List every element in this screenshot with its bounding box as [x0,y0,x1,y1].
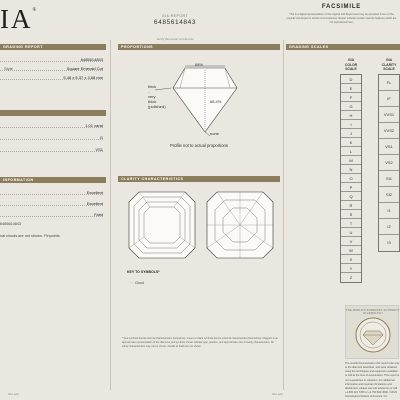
shape-row: Style Square Emerald Cut [0,66,103,71]
report-number-row: 6485614843 [0,57,103,62]
seal-emblem-icon [353,314,393,356]
culet-label: none [210,131,219,136]
clarity-grade-fl: FL [379,75,399,91]
color-row: G [0,135,103,140]
color-grade-v: V [341,237,361,246]
color-grade-s: S [341,210,361,219]
clarity-grade-vvs2: VVS2 [379,123,399,139]
color-grade-j: J [341,129,361,138]
gia-seal [345,305,399,359]
clarity-pavilion-diagram [205,190,275,260]
color-grade-t: T [341,219,361,228]
proportions-bar: PROPORTIONS [118,44,280,50]
facsimile-block [285,4,398,25]
footer-left: GIA.edu [8,392,20,396]
clarity-grade-i2: I2 [379,219,399,235]
color-grade-z: Z [349,274,353,280]
clarity-grade-i3: I3 [387,239,391,245]
color-grade-r: R [341,201,361,210]
inscription-text: 6485614843 [0,222,22,226]
fluorescence-row: Faint [0,212,103,217]
color-grade-h: H [341,111,361,120]
clarity-grade-vs2: VS2 [379,155,399,171]
color-grade-x: X [341,255,361,264]
report-label: GIA REPORT [161,14,189,18]
clarity-grade-i1: I1 [379,203,399,219]
color-grade-e: E [341,84,361,93]
facsimile-title: FACSIMILE [321,4,362,10]
carat-row: 1.01 carat [0,123,103,128]
column-divider-right [283,40,284,390]
proportions-caption: Profile not to actual proportions [170,143,228,148]
seal-text: THE WORLD'S FOREMOST AUTHORITY IN GEMOLOGY [346,309,400,315]
color-grade-i: I [341,120,361,129]
legal-text: The results documented in this report refer only to the diamond described, and were obtained using the techniques and equipment available to GIA at the time of examination. This report is not a guarantee or valuation. For additional information and important limitations and disclaimers, please see GIA.edu/terms or call +1 800 421 7250 or +1 760 603 4500. ©2023 Gemological Institute of America, Inc. [345,362,400,399]
color-scale: GIA COLOR SCALE D E F G H I J K L M N O P Q R S T U V W X Y Z [340,58,362,283]
polish-row: Excellent [0,190,103,195]
footer-center: GIA.edu [272,392,284,396]
depth-percent: 68.4% [210,99,222,104]
symmetry-row: Excellent [0,201,103,206]
color-grade-g: G [341,102,361,111]
color-grade-p: P [341,183,361,192]
clarity-row: VS1 [0,147,103,152]
measurements-row: 5.48 x 5.37 x 3.68 mm [0,75,103,80]
grading-results-bar [0,110,106,116]
color-grade-f: F [341,93,361,102]
color-grade-q: Q [341,192,361,201]
clarity-footnote: * Red symbols denote internal characteristics (inclusions). Green or black symbols denote external characteristics (blemishes). Diagram is an approximate representation of the diamond, and symbols shown indicate type, position, and approximate size of clarity characteristics. All clarity characteristics may not be shown. Details of finish are not shown. [122,337,279,348]
color-grade-y: Y [341,264,361,273]
clarity-grade-vs1: VS1 [379,139,399,155]
girdle-label: thick - very thick (polished) [148,84,166,109]
color-grade-l: L [341,147,361,156]
clarity-crown-diagram [127,190,197,260]
clarity-grade-si2: SI2 [379,187,399,203]
clarity-grade-vvs1: VVS1 [379,107,399,123]
grading-report-bar: GRADING REPORT [0,44,106,50]
column-divider [110,40,111,390]
color-grade-u: U [341,228,361,237]
color-grade-k: K [341,138,361,147]
gia-logo: IA® [0,4,39,34]
clarity-grade-si1: SI1 [379,171,399,187]
clarity-grade-if: IF [379,91,399,107]
clarity-bar: CLARITY CHARACTERISTICS [118,176,280,182]
color-grade-m: M [341,156,361,165]
table-percent: 68% [195,62,204,67]
color-scale-cells [340,74,362,283]
verify-text: Verify this report at GIA.edu [156,37,194,41]
key-to-symbols-title: KEY TO SYMBOLS* [127,270,160,274]
clarity-scale: GIA CLARITY SCALE FL IF VVS1 VVS2 VS1 VS2 SI1 SI2 I1 I2 I3 [378,58,400,252]
clarity-scale-cells [378,74,400,252]
color-grade-n: N [341,165,361,174]
color-grade-d: D [341,75,361,84]
color-grade-o: O [341,174,361,183]
color-grade-w: W [341,246,361,255]
grading-scales-bar: GRADING SCALES [286,44,400,50]
key-item-cloud: ⁖ Cloud [130,281,144,285]
additional-info-bar: INFORMATION [0,177,106,183]
report-header [135,14,215,41]
facsimile-note: This is a digital representation of the original GIA Report and may be accepted in lieu of the original GIA Report in certain circumstances. Report includes certain security features which are not reproduced here. [286,13,397,24]
comments-text: nal clouds are not shown. Pinpoints [0,234,60,238]
cloud-symbol-icon: ⁖ [130,281,132,285]
report-number: 6485614843 [153,19,197,26]
